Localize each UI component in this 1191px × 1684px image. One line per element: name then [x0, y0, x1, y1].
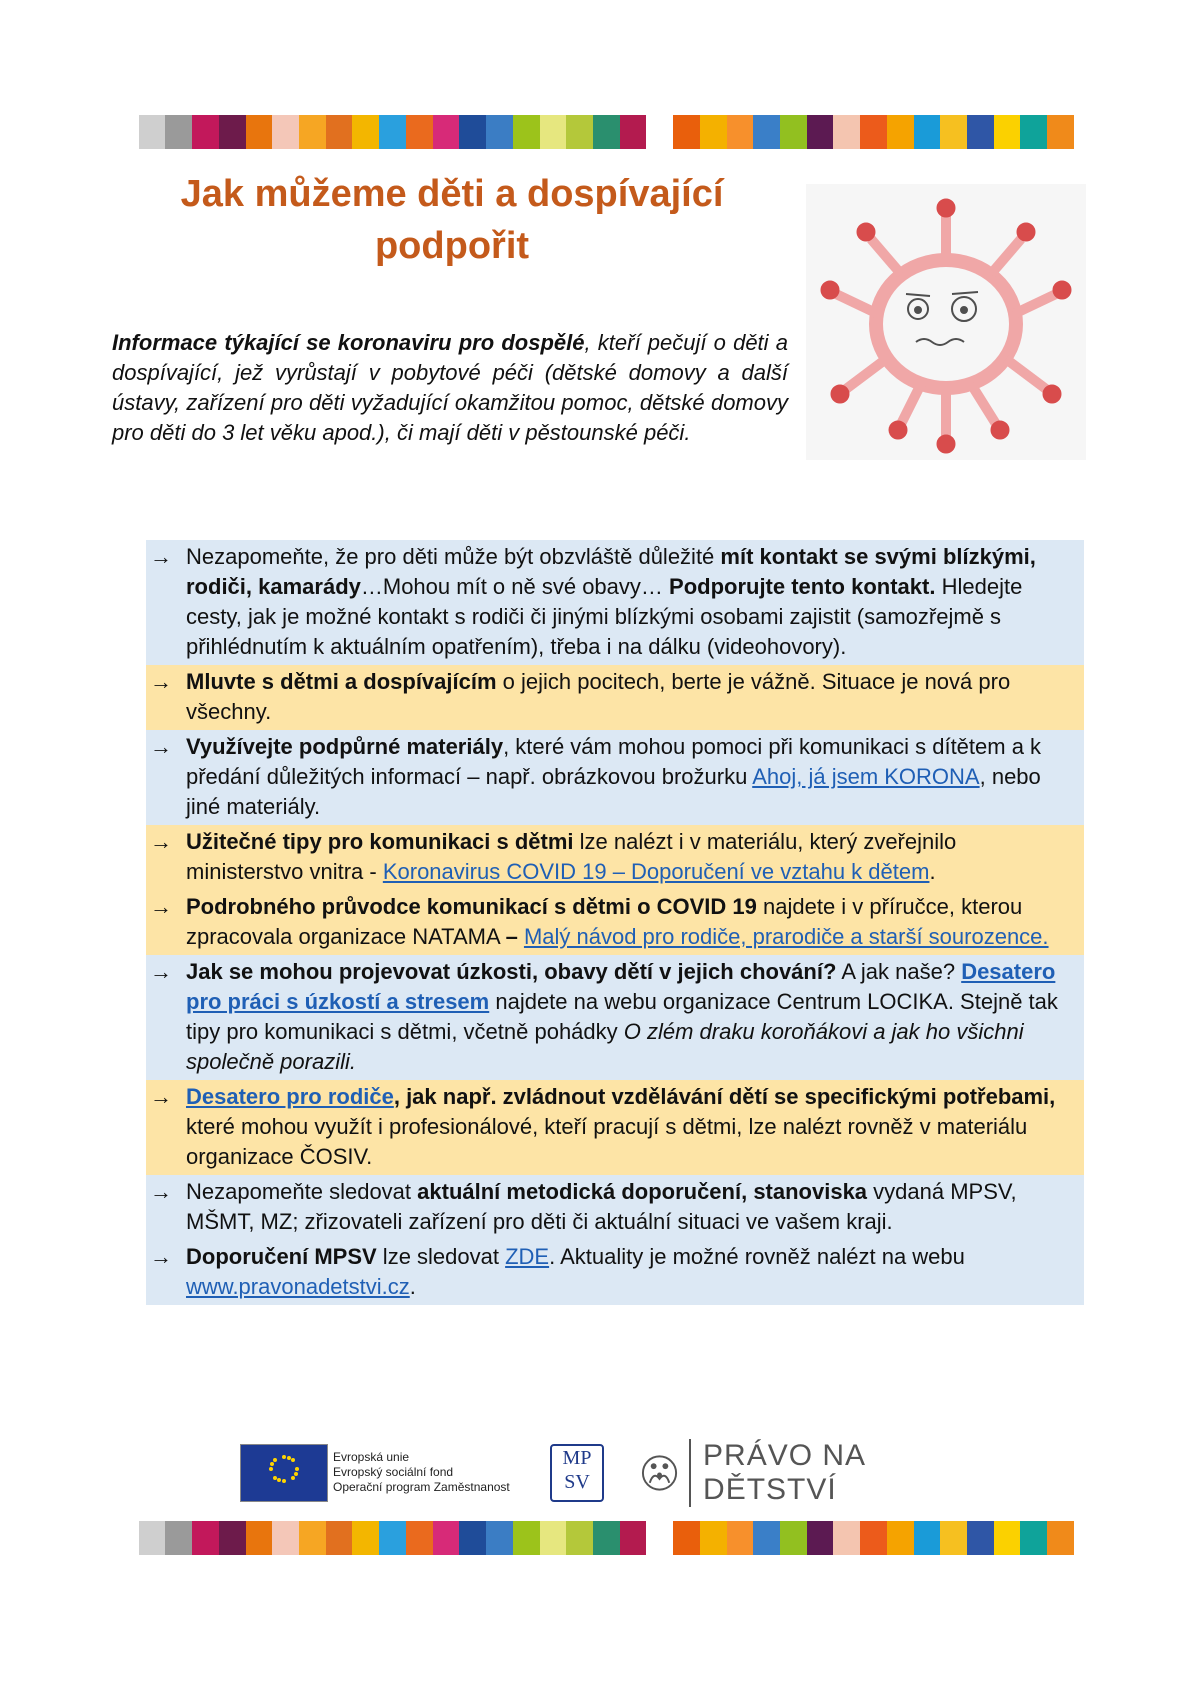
stripe-segment	[165, 1521, 192, 1555]
stripe-segment	[299, 115, 326, 149]
list-item	[146, 890, 1084, 955]
stripe-segment	[780, 115, 807, 149]
arrow-icon: →	[150, 734, 172, 759]
item-bold-text: , jak např. zvládnout vzdělávání dětí se specifickými potřebami,	[393, 1084, 1056, 1109]
item-link[interactable]: Koronavirus COVID 19 – Doporučení ve vztahu k dětem	[382, 859, 930, 884]
arrow-icon: →	[150, 1084, 172, 1109]
item-link[interactable]: www.pravonadetstvi.cz	[186, 1274, 410, 1299]
stripe-segment	[192, 1521, 219, 1555]
stripe-segment	[620, 1521, 647, 1555]
item-bold-text: Užitečné tipy pro komunikaci s dětmi	[186, 829, 574, 854]
eu-flag-icon	[240, 1444, 328, 1502]
virus-icon	[806, 184, 1086, 460]
stripe-segment	[833, 1521, 860, 1555]
item-text: najdete na webu organizace Centrum LOCIKA. Stejně tak tipy pro komunikaci s dětmi, včetně pohádky	[186, 989, 1058, 1044]
stripe-segment	[379, 115, 406, 149]
item-italic-text: O zlém draku koroňákovi a jak ho všichni společně porazili.	[186, 1019, 1024, 1074]
arrow-icon: →	[150, 959, 172, 984]
stripe-segment	[914, 1521, 941, 1555]
item-text: které mohou využít i profesionálové, kteří pracují s dětmi, lze nalézt rovněž v materiálu organizace ČOSIV.	[186, 1114, 1028, 1169]
stripe-segment	[486, 1521, 513, 1555]
list-item	[146, 730, 1084, 825]
stripe-segment	[967, 115, 994, 149]
virus-drawing-image	[806, 184, 1086, 460]
stripe-segment	[994, 115, 1021, 149]
list-item	[146, 1175, 1084, 1240]
stripe-segment	[272, 1521, 299, 1555]
stripe-segment	[1020, 1521, 1047, 1555]
intro-rest: , kteří pečují o děti a dospívající, jež vyrůstají v pobytové péči (dětské domovy a další ústavy, zařízení pro děti vyžadující okamžitou pomoc, dětské domovy pro děti do 3 let věku apod.), či mají děti v pěstounské péči.	[112, 330, 788, 445]
stripe-segment	[807, 115, 834, 149]
stripe-segment	[994, 1521, 1021, 1555]
stripe-segment	[646, 115, 673, 149]
item-text: . Aktuality je možné rovněž nalézt na webu	[549, 1244, 965, 1269]
eu-line: Evropská unie	[333, 1450, 410, 1464]
stripe-segment	[352, 1521, 379, 1555]
mpsv-logo	[550, 1444, 604, 1502]
stripe-segment	[219, 1521, 246, 1555]
stripe-segment	[433, 115, 460, 149]
item-text: , které vám mohou pomoci při komunikaci s dítětem a k předání důležitých informací – např. obrázkovou brožurku	[186, 734, 1042, 789]
stripe-segment	[727, 115, 754, 149]
stripe-segment	[459, 1521, 486, 1555]
mpsv-bottom: SV	[564, 1471, 590, 1493]
item-text: lze sledovat	[376, 1244, 506, 1269]
stripe-segment	[780, 1521, 807, 1555]
eu-line: Operační program Zaměstnanost	[333, 1480, 510, 1494]
stripe-segment	[753, 1521, 780, 1555]
item-text: .	[409, 1274, 416, 1299]
item-link[interactable]: Desatero pro rodiče	[186, 1084, 394, 1109]
stripe-segment	[352, 115, 379, 149]
stripe-segment	[807, 1521, 834, 1555]
stripe-segment	[940, 115, 967, 149]
recommendations-list	[146, 540, 1084, 1305]
item-bold-text: Doporučení MPSV	[186, 1244, 377, 1269]
stripe-segment	[593, 115, 620, 149]
list-item	[146, 1240, 1084, 1305]
stripe-segment	[112, 1521, 139, 1555]
stripe-segment	[379, 1521, 406, 1555]
stripe-segment	[593, 1521, 620, 1555]
item-bold-text: Podrobného průvodce komunikací s dětmi o COVID 19	[186, 894, 757, 919]
stripe-segment	[139, 1521, 166, 1555]
list-item	[146, 665, 1084, 730]
stripe-segment	[940, 1521, 967, 1555]
item-bold-text: Mluvte s dětmi a dospívajícím	[186, 669, 497, 694]
stripe-segment	[887, 115, 914, 149]
item-bold-text: aktuální metodická doporučení, stanoviska	[417, 1179, 868, 1204]
stripe-segment	[914, 115, 941, 149]
stripe-segment	[860, 115, 887, 149]
stripe-segment	[433, 1521, 460, 1555]
item-link[interactable]: ZDE	[505, 1244, 550, 1269]
stripe-segment	[192, 115, 219, 149]
stripe-segment	[112, 115, 139, 149]
stripe-segment	[326, 1521, 353, 1555]
item-bold-text: –	[505, 924, 518, 949]
stripe-segment	[1020, 115, 1047, 149]
stripe-segment	[459, 115, 486, 149]
eu-line: Evropský sociální fond	[333, 1465, 454, 1479]
item-link[interactable]: Ahoj, já jsem KORONA	[752, 764, 980, 789]
item-text: Hledejte cesty, jak je možné kontakt s rodiči či jinými blízkými osobami zajistit (samozřejmě s přihlédnutím k aktuálním opatřením), třeba i na dálku (videohovory).	[186, 574, 1023, 659]
stripe-segment	[673, 115, 700, 149]
item-text: , nebo jiné materiály.	[186, 764, 1041, 819]
stripe-segment	[246, 115, 273, 149]
item-text: Nezapomeňte sledovat	[186, 1179, 418, 1204]
list-item	[146, 825, 1084, 890]
list-item	[146, 540, 1084, 665]
mpsv-top: MP	[562, 1447, 592, 1469]
item-bold-text: Jak se mohou projevovat úzkosti, obavy dětí v jejich chování?	[186, 959, 837, 984]
stripe-segment	[513, 1521, 540, 1555]
item-text: najdete i v příručce, kterou zpracovala organizace NATAMA	[186, 894, 1023, 949]
stripe-segment	[833, 115, 860, 149]
stripe-segment	[1047, 115, 1074, 149]
arrow-icon: →	[150, 669, 172, 694]
stripe-segment	[540, 1521, 567, 1555]
stripe-segment	[272, 115, 299, 149]
eu-text	[333, 1450, 510, 1495]
stripe-segment	[139, 115, 166, 149]
list-item	[146, 1080, 1084, 1175]
item-text: lze nalézt i v materiálu, který zveřejnilo ministerstvo vnitra -	[186, 829, 957, 884]
item-text: Nezapomeňte, že pro děti může být obzvláště důležité	[186, 544, 721, 569]
arrow-icon: →	[150, 894, 172, 919]
pravo-na-detstvi-logo	[640, 1439, 1000, 1506]
item-text: …Mohou mít o ně své obavy…	[360, 574, 670, 599]
stripe-segment	[646, 1521, 673, 1555]
logos-footer	[240, 1439, 1000, 1506]
arrow-icon: →	[150, 1244, 172, 1269]
stripe-segment	[700, 115, 727, 149]
item-link[interactable]: Desatero pro práci s úzkostí a stresem	[186, 959, 1056, 1014]
stripe-segment	[566, 1521, 593, 1555]
stripe-segment	[753, 115, 780, 149]
stripe-segment	[1047, 1521, 1074, 1555]
intro-paragraph	[112, 328, 788, 448]
stripe-segment	[165, 115, 192, 149]
item-bold-text: mít kontakt se svými blízkými, rodiči, kamarády	[186, 544, 1036, 599]
stripe-segment	[887, 1521, 914, 1555]
pravo-na-detstvi-text: PRÁVO NA DĚTSTVÍ	[689, 1439, 1000, 1507]
stripe-segment	[620, 115, 647, 149]
item-bold-text: Podporujte tento kontakt.	[669, 574, 936, 599]
item-text: A jak naše?	[836, 959, 962, 984]
item-text: .	[929, 859, 936, 884]
stripe-segment	[673, 1521, 700, 1555]
stripe-segment	[967, 1521, 994, 1555]
stripe-segment	[219, 115, 246, 149]
arrow-icon: →	[150, 829, 172, 854]
family-icon	[640, 1453, 679, 1493]
stripe-segment	[540, 115, 567, 149]
arrow-icon: →	[150, 1179, 172, 1204]
list-item	[146, 955, 1084, 1080]
intro-bold: Informace týkající se koronaviru pro dospělé	[112, 330, 585, 355]
stripe-segment	[406, 1521, 433, 1555]
color-stripe-bottom	[112, 1521, 1074, 1555]
page-title: Jak můžeme děti a dospívající podpořit	[180, 173, 724, 267]
item-bold-text: Využívejte podpůrné materiály	[186, 734, 504, 759]
stripe-segment	[326, 115, 353, 149]
stripe-segment	[406, 115, 433, 149]
stripe-segment	[727, 1521, 754, 1555]
item-text: vydaná MPSV, MŠMT, MZ; zřizovateli zařízení pro děti či aktuální situaci ve vašem kraji.	[186, 1179, 1017, 1234]
stripe-segment	[566, 115, 593, 149]
stripe-segment	[513, 115, 540, 149]
color-stripe-top	[112, 115, 1074, 149]
stripe-segment	[860, 1521, 887, 1555]
arrow-icon: →	[150, 544, 172, 569]
stripe-segment	[700, 1521, 727, 1555]
item-link[interactable]: Malý návod pro rodiče, prarodiče a starší sourozence.	[523, 924, 1049, 949]
item-text: o jejich pocitech, berte je vážně. Situace je nová pro všechny.	[186, 669, 1011, 724]
stripe-segment	[486, 115, 513, 149]
stripe-segment	[299, 1521, 326, 1555]
stripe-segment	[246, 1521, 273, 1555]
